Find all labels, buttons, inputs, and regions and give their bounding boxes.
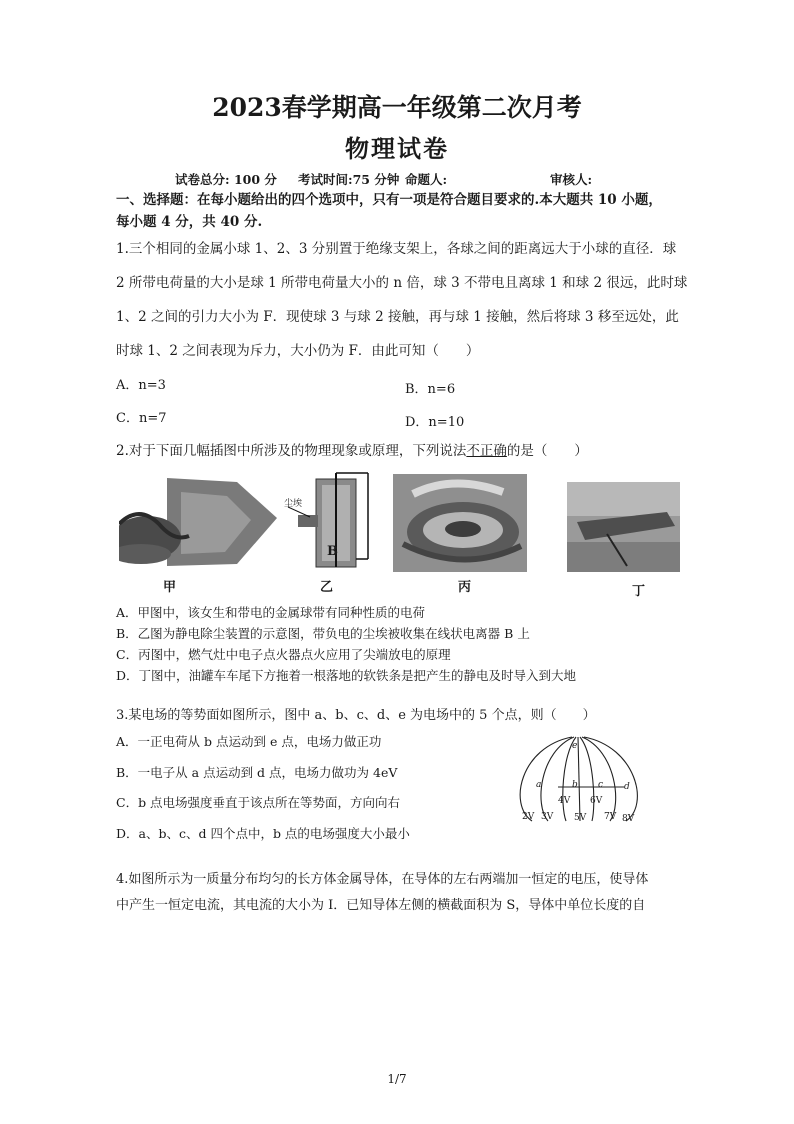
point-d-label: d (624, 782, 630, 792)
q1-option-b: B．n=6 (405, 382, 456, 397)
q3-option-a: A．一正电荷从 b 点运动到 e 点，电场力做正功 (116, 734, 382, 749)
point-b-label: b (572, 780, 578, 790)
q2-option-d: D．丁图中，油罐车车尾下方拖着一根落地的软铁条是把产生的静电及时导入到大地 (116, 668, 577, 683)
q2-option-b: B．乙图为静电除尘装置的示意图，带负电的尘埃被收集在线状电离器 B 上 (116, 626, 530, 641)
q3-option-c: C．b 点电场强度垂直于该点所在等势面，方向向右 (116, 795, 401, 810)
volt-4v: 4V (558, 796, 571, 806)
author-label: 命题人: (405, 172, 448, 187)
volt-6v: 6V (590, 796, 603, 806)
exam-time: 考试时间:75 分钟 (298, 172, 400, 187)
q1-stem (116, 232, 698, 368)
q4-stem (116, 867, 716, 919)
q2-stem (116, 439, 588, 459)
q1-line: 2 所带电荷量的大小是球 1 所带电荷量大小的 n 倍，球 3 不带电且离球 1 和球 2 很远，此时球 (116, 275, 688, 291)
figure-ding-photo (567, 482, 680, 572)
page-number: 1/7 (387, 1072, 407, 1086)
total-score: 试卷总分: 100 分 (175, 172, 277, 187)
volt-3v: 3V (541, 812, 554, 822)
q4-line: 4.如图所示为一质量分布均匀的长方体金属导体，在导体的左右两端加一恒定的电压，使导体 (116, 872, 649, 887)
q1-line: 1、2 之间的引力大小为 F．现使球 3 与球 2 接触，再与球 1 接触，然后将球 3 移至远处，此 (116, 309, 679, 325)
reviewer-label: 审核人: (550, 172, 593, 187)
figure-yi-dust-label: 尘埃 (284, 499, 303, 509)
point-a-label: a (536, 780, 542, 790)
caption-bing: 丙 (458, 580, 472, 595)
q3-options (116, 727, 516, 849)
volt-5v: 5V (574, 813, 587, 823)
volt-8v: 8V (622, 814, 635, 824)
volt-2v: 2V (522, 812, 535, 822)
figure-jia-photo (119, 474, 282, 570)
section1-line1: 一、选择题：在每小题给出的四个选项中，只有一项是符合题目要求的.本大题共 10 小题， (116, 192, 662, 208)
volt-7v: 7V (604, 812, 617, 822)
q1-option-d: D．n=10 (405, 415, 465, 430)
q3-option-b: B．一电子从 a 点运动到 d 点，电场力做功为 4eV (116, 764, 398, 780)
q2-stem-pre: 2.对于下面几幅插图中所涉及的物理现象或原理，下列说法 (116, 443, 467, 459)
exam-title: 2023春学期高一年级第二次月考 (212, 93, 582, 122)
q2-option-c: C．丙图中，燃气灶中电子点火器点火应用了尖端放电的原理 (116, 647, 451, 662)
caption-jia: 甲 (163, 580, 177, 595)
q1-line: 1.三个相同的金属小球 1、2、3 分别置于绝缘支架上，各球之间的距离远大于小球的直径．球 (116, 241, 677, 257)
figure-yi-b-label: B (327, 544, 338, 559)
q4-line: 中产生一恒定电流，其电流的大小为 I．已知导体左侧的横截面积为 S，导体中单位长度的自 (116, 898, 646, 913)
section1-line2: 每小题 4 分，共 40 分. (116, 214, 263, 230)
q2-option-a: A．甲图中，该女生和带电的金属球带有同种性质的电荷 (116, 605, 426, 620)
q2-stem-emph: 不正确 (466, 443, 507, 459)
caption-yi: 乙 (320, 580, 334, 595)
q2-stem-post: 的是（ ） (506, 443, 588, 459)
point-c-label: c (598, 780, 604, 790)
q2-options (116, 602, 716, 686)
q3-stem: 3.某电场的等势面如图所示，图中 a、b、c、d、e 为电场中的 5 个点，则（ ） (116, 708, 596, 723)
q1-option-c: C．n=7 (116, 411, 167, 426)
point-e-label: e (572, 741, 578, 751)
q3-option-d: D．a、b、c、d 四个点中，b 点的电场强度大小最小 (116, 825, 410, 841)
q1-line: 时球 1、2 之间表现为斥力，大小仍为 F．由此可知（ ） (116, 343, 480, 359)
figure-bing-photo (393, 474, 527, 572)
caption-ding: 丁 (632, 584, 646, 599)
q1-option-a: A．n=3 (116, 378, 166, 393)
exam-subtitle: 物理试卷 (345, 134, 449, 163)
